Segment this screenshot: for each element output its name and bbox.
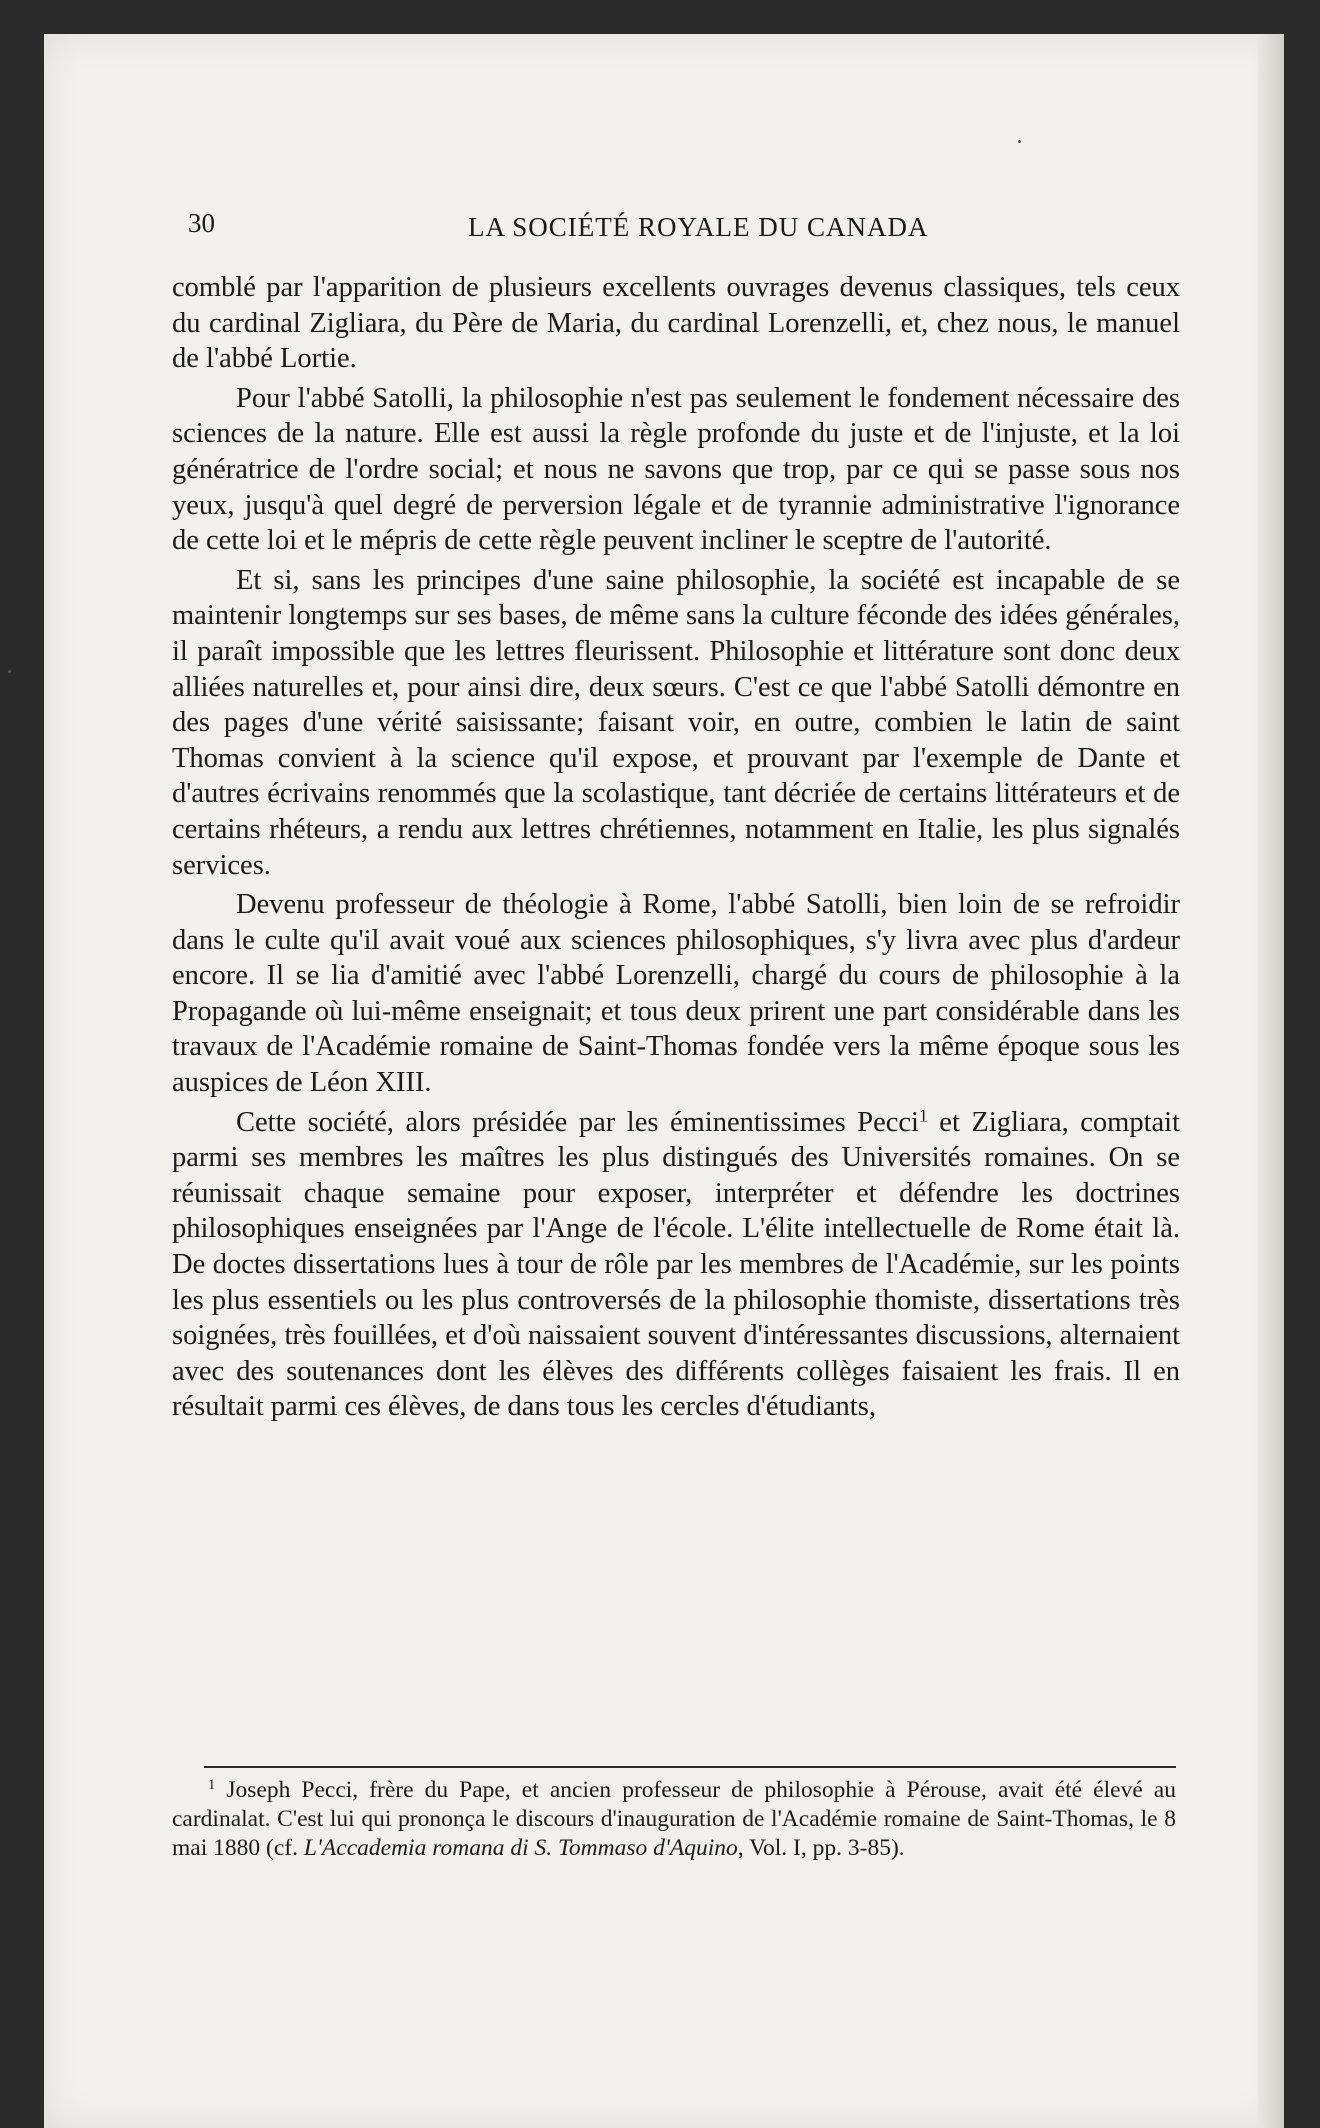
page-edge [1258,34,1284,2128]
paragraph-3: Et si, sans les principes d'une saine philosophie, la société est incapable de se maintenir longtemps sur ses bases, de même sans la culture féconde des idées générales, il paraît impossible que les lettres fleurissent. Philosophie et littérature sont donc deux alliées naturelles et, pour ainsi dire, deux sœurs. C'est ce que l'abbé Satolli démontre en des pages d'une vérité saisissante; faisant voir, en outre, combien le latin de saint Thomas convient à la science qu'il expose, et prouvant par l'exemple de Dante et d'autres écrivains renommés que la scolastique, tant décriée de certains littérateurs et de certains rhéteurs, a rendu aux lettres chrétiennes, notamment en Italie, les plus signalés services. [172,564,1180,881]
paragraph-5-part-2: et Zigliara, comptait parmi ses membres les maîtres les plus distingués des Universités romaines. On se réunissait chaque semaine pour exposer, interpréter et défendre les doctrines philosophiques enseignées par l'Ange de l'école. L'élite intellectuelle de Rome était là. De doctes dissertations lues à tour de rôle par les membres de l'Académie, sur les points les plus essentiels ou les plus controversés de la philosophie thomiste, dissertations très soignées, très fouillées, et d'où naissaient souvent d'intéressantes discussions, alternaient avec des soutenances dont les élèves des différents collèges faisaient les frais. Il en résultait parmi ces élèves, de dans tous les cercles d'étudiants, [172,1106,1180,1423]
running-title: LA SOCIÉTÉ ROYALE DU CANADA [468,212,929,242]
footnote-citation-title: L'Accademia romana di S. Tommaso d'Aquino [303,1835,738,1861]
paragraph-2: Pour l'abbé Satolli, la philosophie n'est pas seulement le fondement nécessaire des sciences de la nature. Elle est aussi la règle profonde du juste et de l'injuste, et la loi génératrice de l'ordre social; et nous ne savons que trop, par ce qui se passe sous nos yeux, jusqu'à quel degré de perversion légale et de tyrannie administrative l'ignorance de cette loi et le mépris de cette règle peuvent incliner le sceptre de l'autorité. [172,382,1180,557]
footnote-paragraph [172,1776,1176,1863]
footnote-citation-rest: , Vol. I, pp. 3-85). [737,1835,905,1861]
body-text [172,270,1180,1429]
paragraph-4: Devenu professeur de théologie à Rome, l'abbé Satolli, bien loin de se refroidir dans le culte qu'il avait voué aux sciences philosophiques, s'y livra avec plus d'ardeur encore. Il se lia d'amitié avec l'abbé Lorenzelli, chargé du cours de philosophie à la Propagande où lui-même enseignait; et tous deux prirent une part considérable dans les travaux de l'Académie romaine de Saint-Thomas fondée vers la même époque sous les auspices de Léon XIII. [172,889,1180,1099]
scan-speck [1018,140,1021,143]
page-header [188,208,1188,248]
scan-speck [8,670,11,673]
footnote-rule [204,1766,1176,1768]
footnote-marker: 1 [208,1777,216,1793]
footnote-reference: 1 [918,1104,928,1125]
footnote-text: Joseph Pecci, frère du Pape, et ancien professeur de philosophie à Pérouse, avait été élevé au cardinalat. C'est lui qui prononça le discours d'inauguration de l'Académie romaine de Saint-Thomas, le 8 mai 1880 (cf. [172,1777,1176,1861]
paragraph-5 [172,1105,1180,1425]
paragraph-1: comblé par l'apparition de plusieurs excellents ouvrages devenus classiques, tels ceux du cardinal Zigliara, du Père de Maria, du cardinal Lorenzelli, et, chez nous, le manuel de l'abbé Lortie. [172,272,1180,375]
page-number: 30 [188,208,215,238]
paragraph-5-part-1: Cette société, alors présidée par les éminentissimes Pecci [236,1106,919,1138]
footnote [172,1776,1176,1863]
